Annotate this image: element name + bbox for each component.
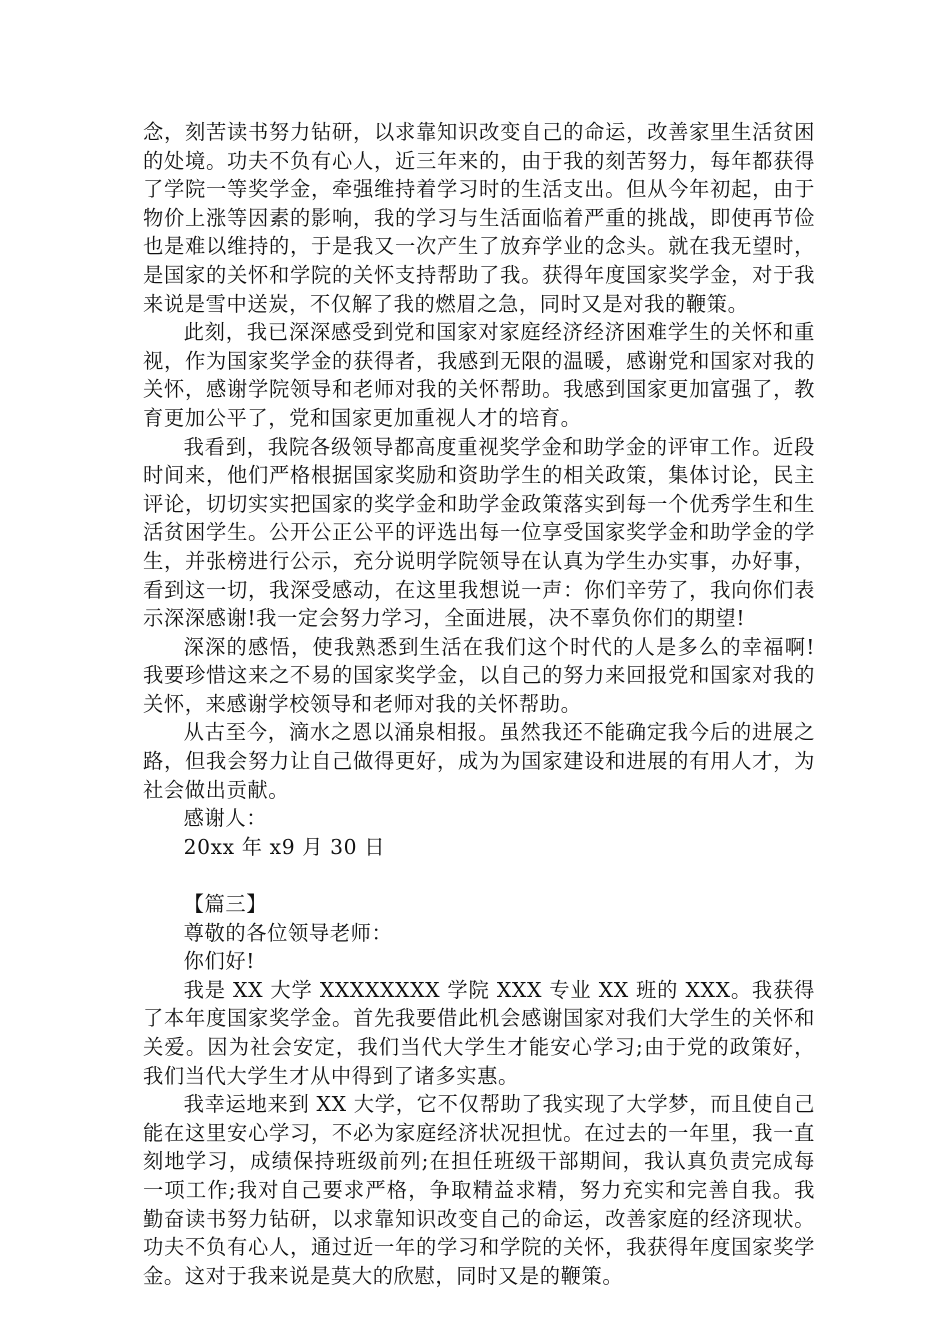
section-paragraph-1: 我是 XX 大学 XXXXXXXX 学院 XXX 专业 XX 班的 XXX。我获得了本年度国家奖学金。首先我要借此机会感谢国家对我们大学生的关怀和关爱。因为社会安定，我们当代大学生才能安心学习;由于党的政策好，我们当代大学生才从中得到了诸多实惠。 — [143, 977, 815, 1088]
salutation: 尊敬的各位领导老师： — [183, 920, 393, 945]
document-body — [143, 118, 815, 1290]
signature-label: 感谢人： — [183, 806, 268, 831]
body-paragraph-4: 深深的感悟，使我熟悉到生活在我们这个时代的人是多么的幸福啊!我要珍惜这来之不易的国家奖学金，以自己的努力来回报党和国家对我的关怀，来感谢学校领导和老师对我的关怀帮助。 — [143, 634, 815, 716]
body-paragraph-3: 我看到，我院各级领导都高度重视奖学金和助学金的评审工作。近段时间来，他们严格根据国家奖励和资助学生的相关政策，集体讨论，民主评论，切切实实把国家的奖学金和助学金政策落实到每一个优秀学生和生活贫困学生。公开公正公平的评选出每一位享受国家奖学金和助学金的学生，并张榜进行公示，充分说明学院领导在认真为学生办实事，办好事，看到这一切，我深受感动，在这里我想说一声：你们辛劳了，我向你们表示深深感谢!我一定会努力学习，全面进展，决不辜负你们的期望! — [143, 434, 815, 631]
greeting: 你们好! — [183, 949, 255, 974]
body-paragraph-2: 此刻，我已深深感受到党和国家对家庭经济经济困难学生的关怀和重视，作为国家奖学金的获得者，我感到无限的温暖，感谢党和国家对我的关怀，感谢学院领导和老师对我的关怀帮助。我感到国家更加富强了，教育更加公平了，党和国家更加重视人才的培育。 — [143, 320, 815, 430]
section-spacer — [143, 861, 815, 890]
body-paragraph-5: 从古至今，滴水之恩以涌泉相报。虽然我还不能确定我今后的进展之路，但我会努力让自己做得更好，成为为国家建设和进展的有用人才，为社会做出贡献。 — [143, 720, 815, 802]
body-paragraph-1: 念，刻苦读书努力钻研，以求靠知识改变自己的命运，改善家里生活贫困的处境。功夫不负有心人，近三年来的，由于我的刻苦努力，每年都获得了学院一等奖学金，牵强维持着学习时的生活支出。但从今年初起，由于物价上涨等因素的影响，我的学习与生活面临着严重的挑战，即使再节俭也是难以维持的，于是我又一次产生了放弃学业的念头。就在我无望时，是国家的关怀和学院的关怀支持帮助了我。获得年度国家奖学金，对于我来说是雪中送炭，不仅解了我的燃眉之急，同时又是对我的鞭策。 — [143, 120, 815, 316]
section-heading: 【篇三】 — [183, 892, 268, 917]
signature-date: 20xx 年 x9 月 30 日 — [183, 834, 386, 859]
section-paragraph-2: 我幸运地来到 XX 大学，它不仅帮助了我实现了大学梦，而且使自己能在这里安心学习，不必为家庭经济状况担忧。在过去的一年里，我一直刻地学习，成绩保持班级前列;在担任班级干部期间，我认真负责完成每一项工作;我对自己要求严格，争取精益求精，努力充实和完善自我。我勤奋读书努力钻研，以求靠知识改变自己的命运，改善家庭的经济现状。功夫不负有心人，通过近一年的学习和学院的关怀，我获得年度国家奖学金。这对于我来说是莫大的欣慰，同时又是的鞭策。 — [143, 1092, 815, 1288]
